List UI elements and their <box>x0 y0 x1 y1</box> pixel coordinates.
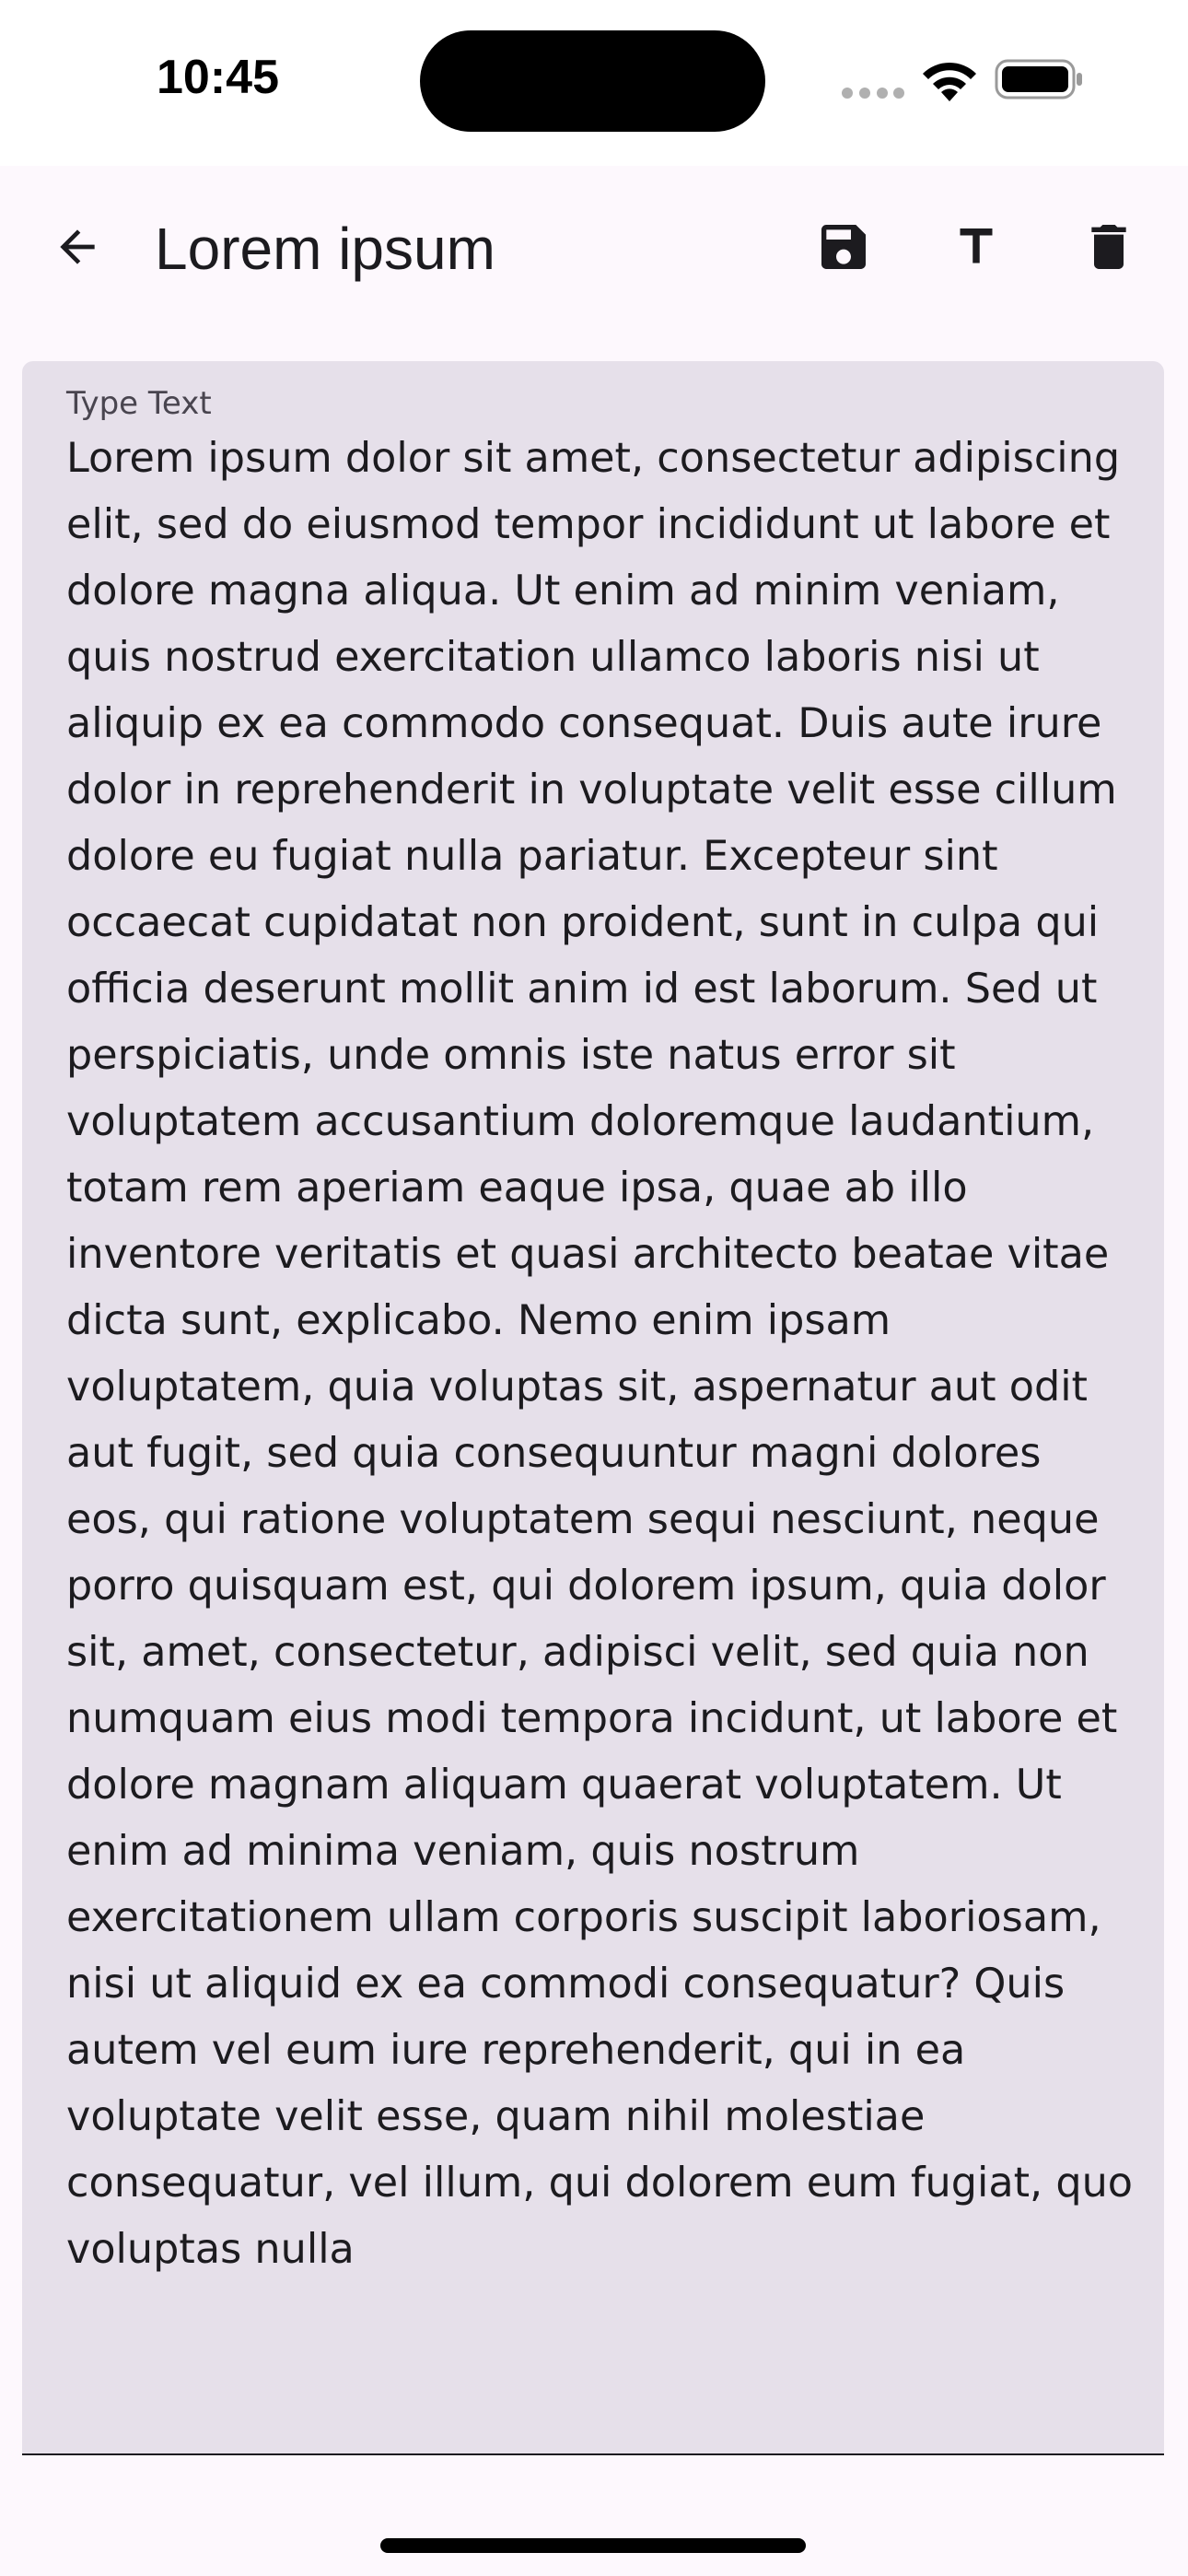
battery-icon <box>995 59 1085 100</box>
status-time: 10:45 <box>157 51 279 104</box>
delete-button[interactable] <box>1065 203 1153 291</box>
home-indicator[interactable] <box>380 2538 806 2553</box>
dynamic-island <box>420 30 765 132</box>
save-button[interactable] <box>799 203 888 291</box>
text-t-icon <box>949 219 1004 275</box>
trash-icon <box>1079 217 1138 276</box>
field-label: Type Text <box>66 385 212 422</box>
arrow-left-icon <box>52 221 103 273</box>
note-text-input[interactable]: Lorem ipsum dolor sit amet, consectetur adipiscing elit, sed do eiusmod tempor incididunt ut labore et dolore magna aliqua. Ut enim ad minim veniam, quis nostrud exercitation ullamco laboris nisi ut aliquip ex ea commodo consequat. Duis aute irure dolor in reprehenderit in voluptate velit esse cillum dolore eu fugiat nulla pariatur. Excepteur sint occaecat cupidatat non proident, sunt in culpa qui officia deserunt mollit anim id est laborum. Sed ut perspiciatis, unde omnis iste natus error sit voluptatem accusantium doloremque laudantium, totam rem aperiam eaque ipsa, quae ab illo inventore veritatis et quasi architecto beatae vitae dicta sunt, explicabo. Nemo enim ipsam voluptatem, quia voluptas sit, aspernatur aut odit aut fugit, sed quia consequuntur magni dolores eos, qui ratione voluptatem sequi nesciunt, neque porro quisquam est, qui dolorem ipsum, quia dolor sit, amet, consectetur, adipisci velit, sed quia non numquam eius modi tempora incidunt, ut labore et dolore magnam aliquam quaerat voluptatem. Ut enim ad minima veniam, quis nostrum exercitationem ullam corporis suscipit laboriosam, nisi ut aliquid ex ea commodi consequatur? Quis autem vel eum iure reprehenderit, qui in ea voluptate velit esse, quam nihil molestiae consequatur, vel illum, qui dolorem eum fugiat, quo voluptas nulla <box>66 435 1134 2273</box>
status-bar <box>0 0 1188 166</box>
back-button[interactable] <box>33 203 122 291</box>
cellular-signal-icon <box>841 86 905 100</box>
page-title: Lorem ipsum <box>155 216 495 282</box>
floppy-disk-icon <box>814 217 873 276</box>
app-bar <box>0 166 1188 350</box>
note-text-field[interactable] <box>22 361 1164 2455</box>
text-format-button[interactable] <box>932 203 1020 291</box>
wifi-icon <box>919 57 980 103</box>
